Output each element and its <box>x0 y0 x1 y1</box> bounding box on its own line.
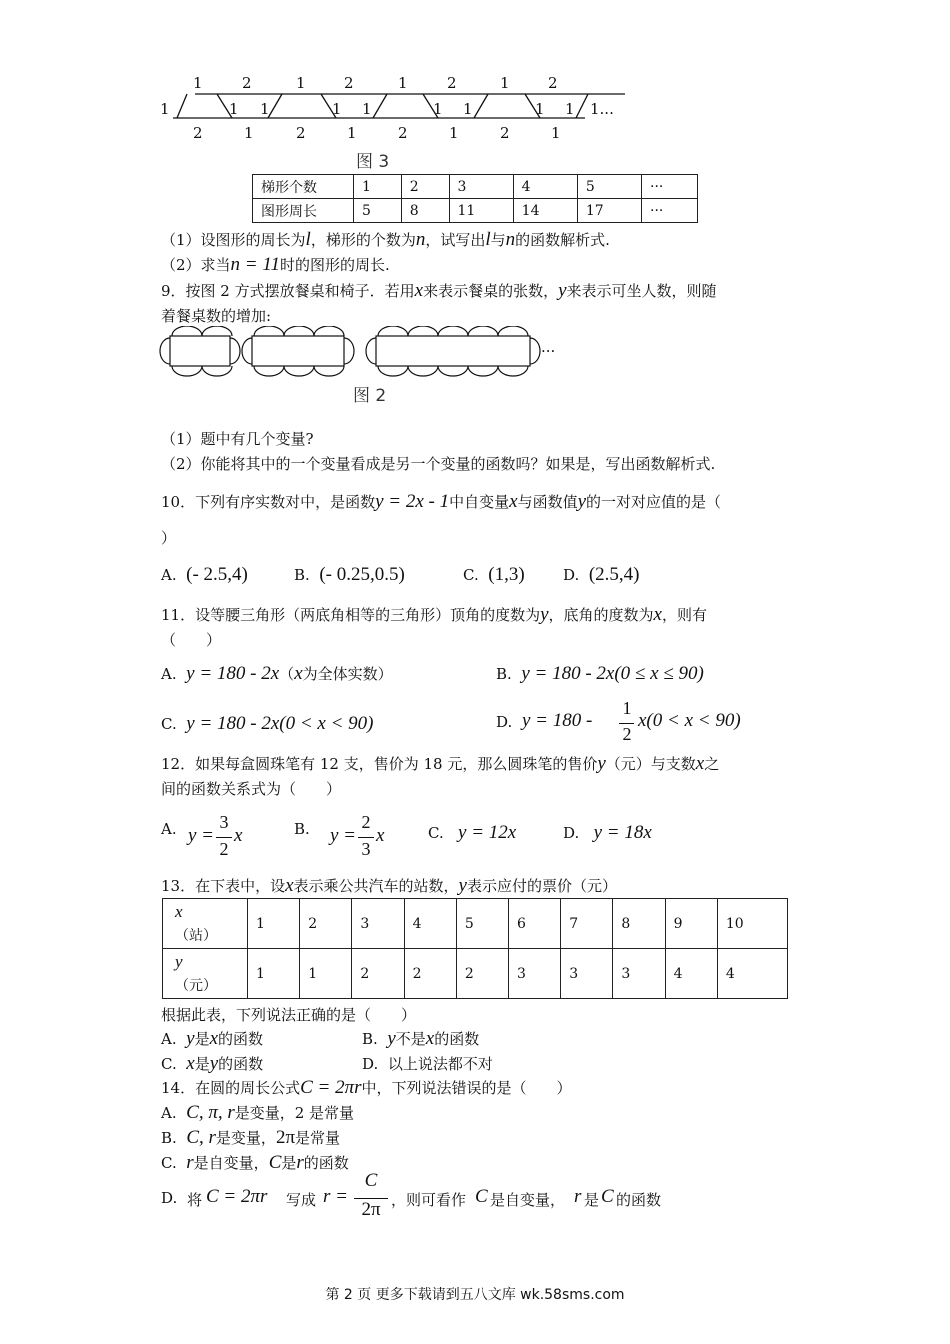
table-cell: 2 <box>456 949 508 999</box>
fig3-bottom-label: 1 <box>551 124 561 142</box>
fig3-top-label: 1 <box>193 74 203 92</box>
q11-stem: 11．设等腰三角形（两底角相等的三角形）顶角的度数为y，底角的度数为x，则有 <box>161 604 707 625</box>
fig3-bottom-label: 2 <box>296 124 306 142</box>
fig3-bottom-label: 2 <box>398 124 408 142</box>
q10-stem-end: ） <box>161 529 177 547</box>
table-cell: 3 <box>509 949 561 999</box>
q11-stem-end: （ ） <box>161 631 222 649</box>
table-cell: 梯形个数 <box>253 175 354 199</box>
fig3-mid-label: 1 <box>463 100 473 118</box>
table-cell: ··· <box>642 199 698 223</box>
q13-stem: 13．在下表中，设x表示乘公共汽车的站数，y表示应付的票价（元） <box>161 875 617 896</box>
page-footer: 第 2 页 更多下载请到五八文库 wk.58sms.com <box>325 1287 625 1303</box>
fig3-mid-label: 1 <box>260 100 270 118</box>
fig3-top-label: 2 <box>242 74 252 92</box>
table-cell: 5 <box>456 899 508 949</box>
figure-2-caption: 图 2 <box>353 386 387 406</box>
fig3-top-label: 1 <box>500 74 510 92</box>
q10-option-c: C. (1,3) <box>463 564 525 585</box>
q9-part1: （1）题中有几个变量? <box>161 430 314 448</box>
fig2-ellipsis: ··· <box>541 342 556 360</box>
table-cell: 3 <box>449 175 513 199</box>
q10-option-d: D. (2.5,4) <box>563 564 640 585</box>
fig3-bottom-label: 1 <box>347 124 357 142</box>
fig3-mid-label: 1 <box>565 100 575 118</box>
tables-chairs-diagram <box>158 326 558 380</box>
q13-option-a: A. y是x的函数 <box>161 1028 264 1049</box>
q13-option-c: C. x是y的函数 <box>161 1053 264 1074</box>
q14-option-d: D. 将 C = 2πr 写成 r = C 2π ，则可看作 C 是自变量， r 是 C 的函数 <box>161 1170 662 1220</box>
table-cell: 5 <box>577 175 641 199</box>
table-cell: 6 <box>509 899 561 949</box>
table-cell: 1 <box>354 175 402 199</box>
table-cell: 2 <box>300 899 352 949</box>
table-header-cell: x （站） <box>163 899 248 949</box>
fig3-bottom-label: 2 <box>193 124 203 142</box>
q12-option-d: D. y = 18x <box>563 822 652 843</box>
table-header-cell: y （元） <box>163 949 248 999</box>
table-cell: 1 <box>300 949 352 999</box>
fig3-bottom-label: 1 <box>449 124 459 142</box>
q9-stem-line2: 着餐桌数的增加: <box>161 307 272 325</box>
fig3-mid-label: 1 <box>535 100 545 118</box>
table-cell: 2 <box>404 949 456 999</box>
table-cell: ··· <box>642 175 698 199</box>
fig3-top-label: 1 <box>398 74 408 92</box>
table-cell: 8 <box>401 199 449 223</box>
fig3-mid-label: 1 <box>332 100 342 118</box>
fig3-mid-label: 1... <box>590 100 614 118</box>
q9-stem: 9．按图 2 方式摆放餐桌和椅子．若用x来表示餐桌的张数，y来表示可坐人数，则随 <box>161 280 717 301</box>
table-cell: 14 <box>513 199 577 223</box>
q8-part2: （2）求当n = 11时的图形的周长. <box>161 254 390 275</box>
q14-option-a: A. C, π, r是变量，2 是常量 <box>161 1102 355 1123</box>
table-cell: 17 <box>577 199 641 223</box>
table-cell: 5 <box>354 199 402 223</box>
q13-question: 根据此表，下列说法正确的是（ ） <box>161 1006 417 1024</box>
q11-option-b: B. y = 180 - 2x(0 ≤ x ≤ 90) <box>496 663 704 684</box>
bus-fare-table <box>162 898 788 999</box>
table-cell: 4 <box>717 949 787 999</box>
fig3-top-label: 1 <box>296 74 306 92</box>
table-cell: 7 <box>561 899 613 949</box>
figure-3-caption: 图 3 <box>356 152 390 172</box>
table-cell: 10 <box>717 899 787 949</box>
q13-option-b: B. y不是x的函数 <box>362 1028 480 1049</box>
q12-stem: 12．如果每盒圆珠笔有 12 支，售价为 18 元，那么圆珠笔的售价y（元）与支数x之 <box>161 753 720 774</box>
fig3-mid-label: 1 <box>433 100 443 118</box>
table-cell: 3 <box>352 899 404 949</box>
q10-stem: 10．下列有序实数对中，是函数y = 2x - 1中自变量x与函数值y的一对对应值的是（ <box>161 491 722 512</box>
fig3-top-label: 2 <box>548 74 558 92</box>
table-cell: 2 <box>352 949 404 999</box>
table-cell: 图形周长 <box>253 199 354 223</box>
q11-option-c: C. y = 180 - 2x(0 < x < 90) <box>161 713 374 734</box>
table-cell: 4 <box>513 175 577 199</box>
fig3-top-label: 2 <box>447 74 457 92</box>
fig3-mid-label: 1 <box>229 100 239 118</box>
q12-option-b: B. y = 2 3 x <box>294 812 385 859</box>
q12-stem-line2: 间的函数关系式为（ ） <box>161 780 342 798</box>
table-cell: 2 <box>401 175 449 199</box>
q9-part2: （2）你能将其中的一个变量看成是另一个变量的函数吗？如果是，写出函数解析式. <box>161 455 716 473</box>
fraction-bar <box>216 837 232 838</box>
table-cell: 8 <box>613 899 665 949</box>
q14-option-b: B. C, r是变量，2π是常量 <box>161 1127 341 1148</box>
q11-option-a: A. y = 180 - 2x（x为全体实数） <box>161 663 393 684</box>
table-cell: 3 <box>613 949 665 999</box>
q14-stem: 14．在圆的周长公式C = 2πr中，下列说法错误的是（ ） <box>161 1077 572 1098</box>
fig3-mid-label: 1 <box>160 100 170 118</box>
trapezoid-table <box>252 174 698 223</box>
table-cell: 1 <box>248 949 300 999</box>
table-cell: 11 <box>449 199 513 223</box>
q10-option-a: A. (- 2.5,4) <box>161 564 248 585</box>
q12-option-c: C. y = 12x <box>428 822 517 843</box>
q13-option-d: D. 以上说法都不对 <box>362 1055 493 1073</box>
fraction-bar <box>358 837 374 838</box>
fig3-top-label: 2 <box>344 74 354 92</box>
table-cell: 9 <box>665 899 717 949</box>
table-cell: 4 <box>404 899 456 949</box>
fig3-bottom-label: 1 <box>244 124 254 142</box>
table-cell: 1 <box>248 899 300 949</box>
fig3-mid-label: 1 <box>362 100 372 118</box>
q8-part1: （1）设图形的周长为l，梯形的个数为n，试写出l与n的函数解析式. <box>161 229 610 250</box>
table-cell: 4 <box>665 949 717 999</box>
q10-option-b: B. (- 0.25,0.5) <box>294 564 405 585</box>
fig3-bottom-label: 2 <box>500 124 510 142</box>
table-cell: 3 <box>561 949 613 999</box>
q12-option-a: A. y = 3 2 x <box>161 812 243 859</box>
q14-option-c: C. r是自变量，C是r的函数 <box>161 1152 349 1173</box>
